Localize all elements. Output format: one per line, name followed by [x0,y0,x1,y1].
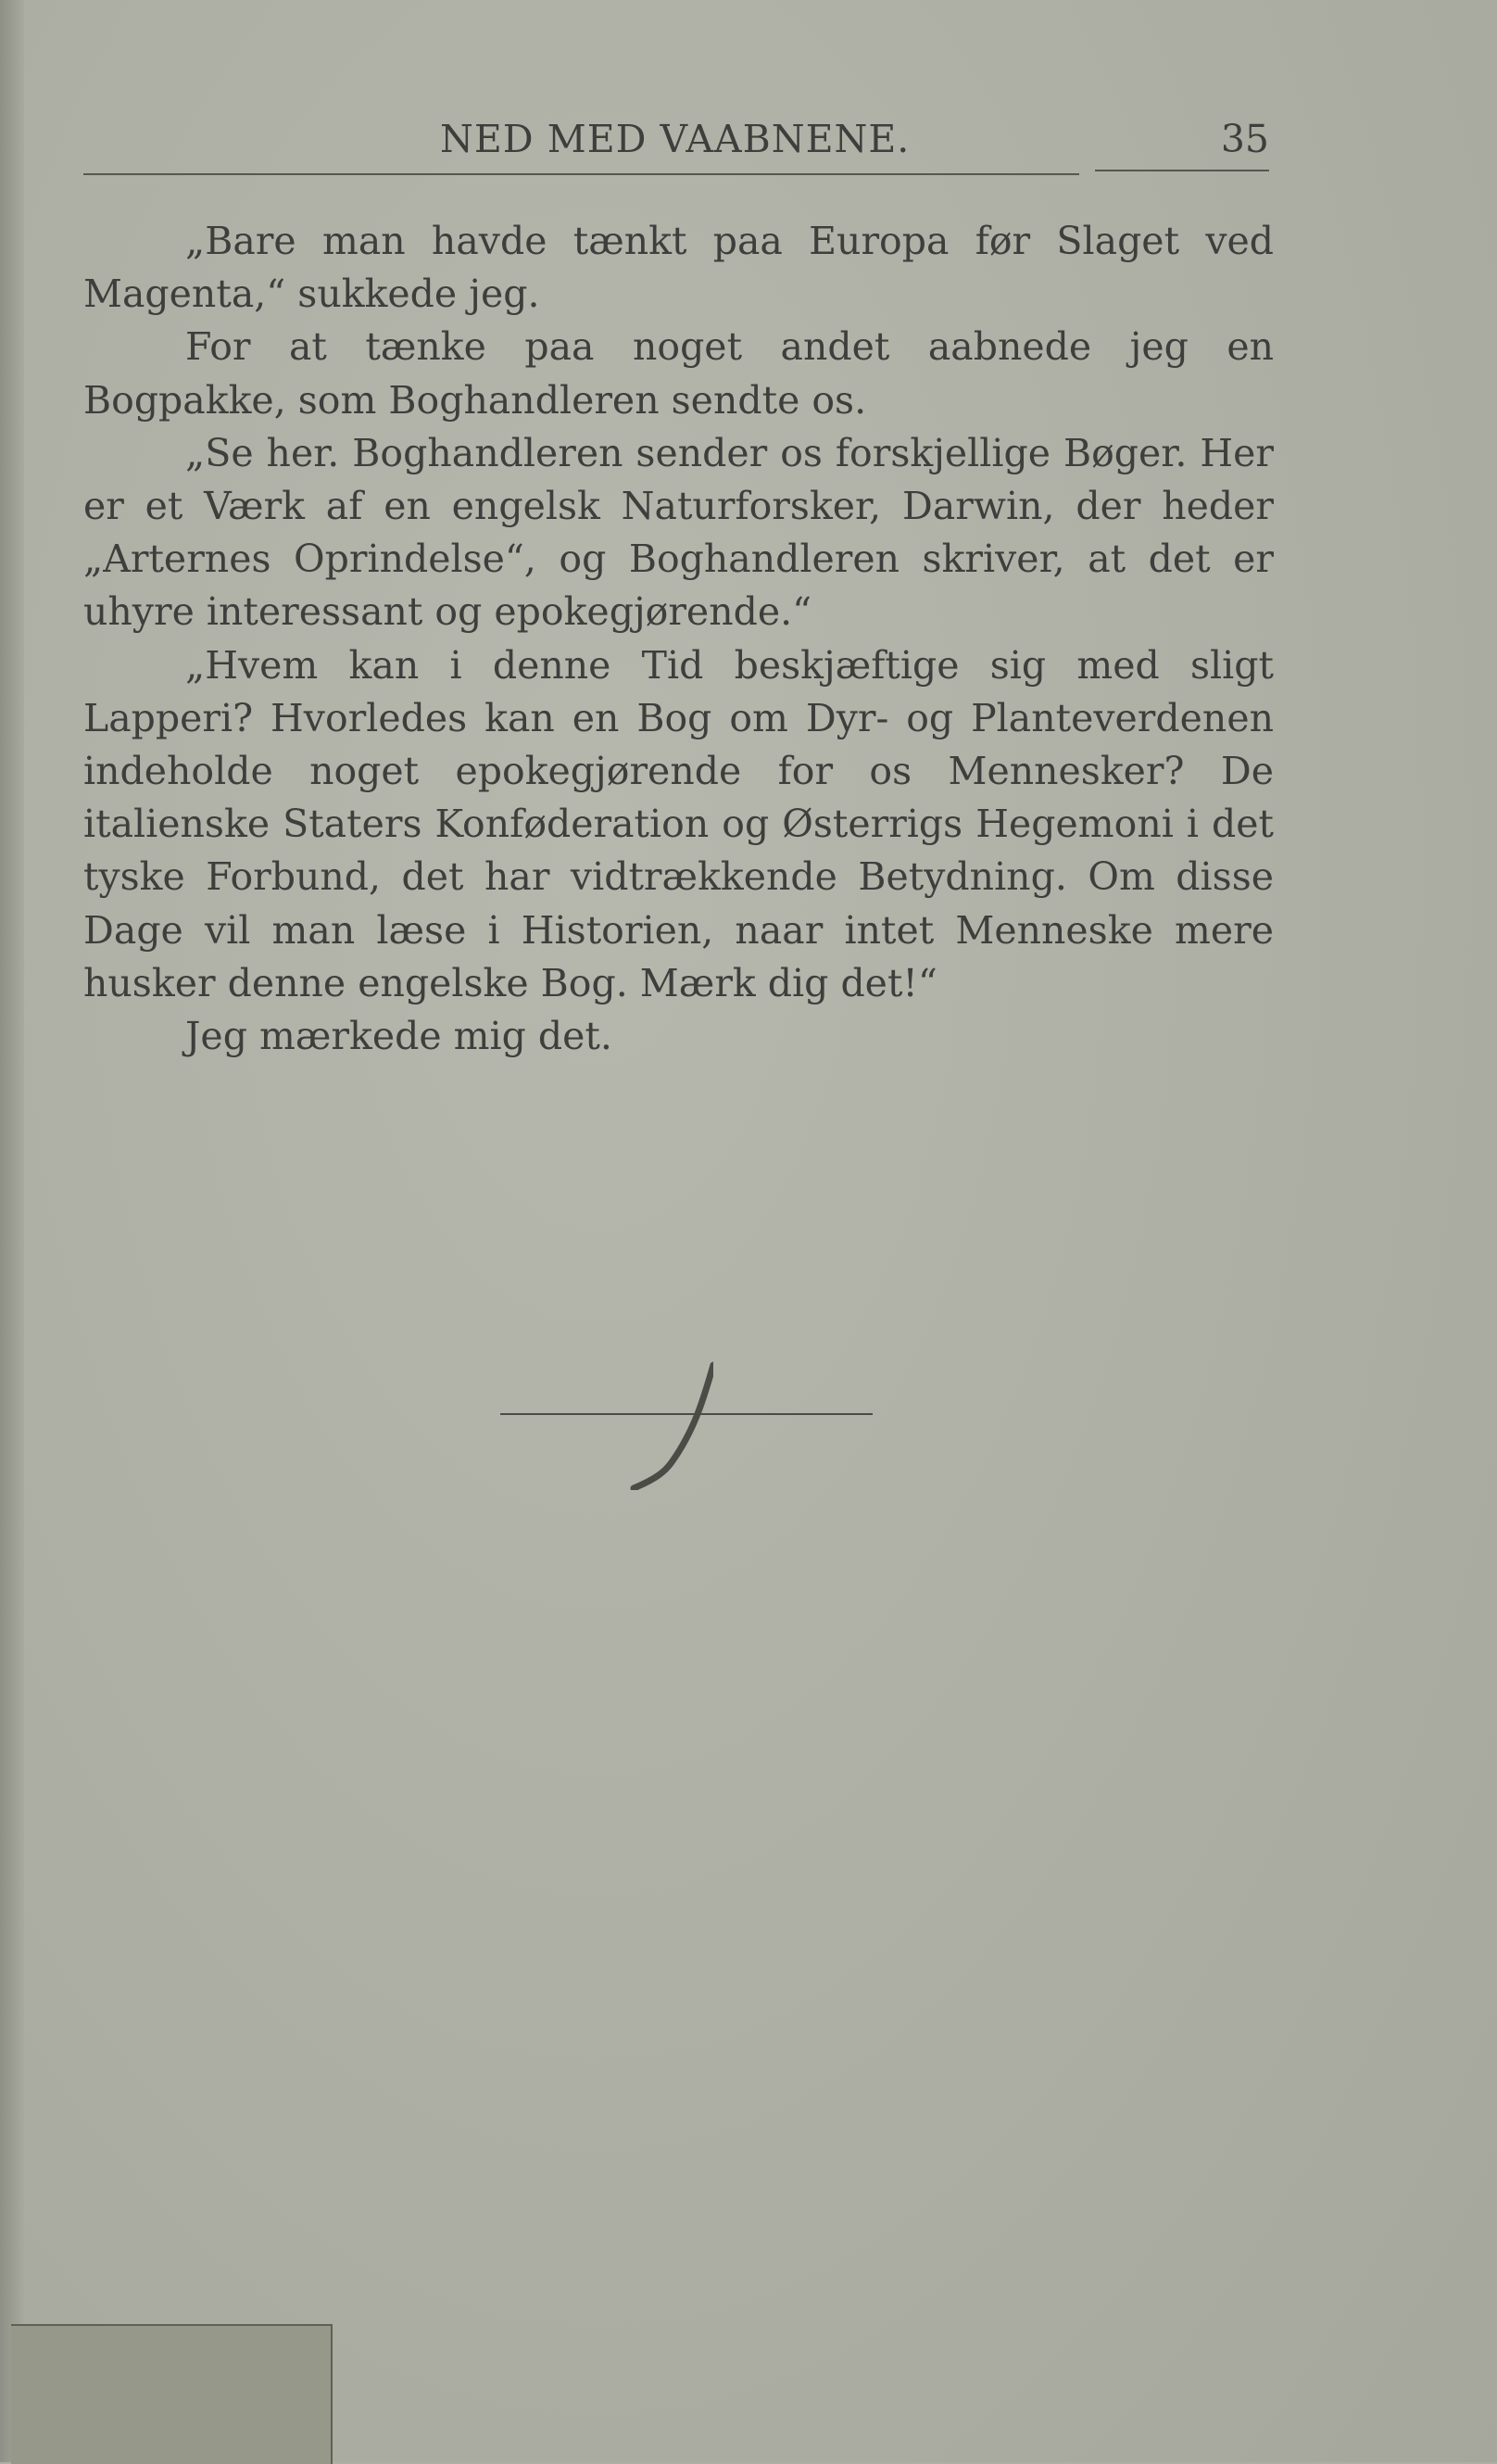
body-text [83,215,1274,1063]
page-header [83,109,1269,165]
header-rule-right [1095,170,1269,171]
paragraph: Jeg mærkede mig det. [185,1014,612,1059]
paragraph: „Hvem kan i denne Tid beskjæftige sig med sligt Lapperi? Hvorledes kan en Bog om Dyr- og Planteverdenen indeholde noget epokegjørende for os Mennesker? De italienske Staters Konføderation og Østerrigs Hegemoni i det tyske Forbund, det har vidtrækkende Betydning. Om disse Dage vil man læse i Historien, naar intet Menneske mere husker denne engelske Bog. Mærk dig det!“ [83,642,1274,1005]
end-rule [500,1413,873,1415]
paragraph: For at tænke paa noget andet aabnede jeg en Bogpakke, som Boghandleren sendte os. [83,324,1274,423]
page-number: 35 [1220,117,1269,161]
ink-stroke-mark [630,1360,713,1490]
header-rule-left [83,173,1079,175]
page-binding-edge [0,0,24,2462]
paragraph: „Se her. Boghandleren sender os forskjellige Bøger. Her er et Værk af en engelsk Naturforsker, Darwin, der heder „Arternes Oprindelse“, og Boghandleren skriver, at det er uhyre interessant og epokegjørende.“ [83,430,1274,635]
running-title: NED MED VAABNENE. [440,117,911,161]
paragraph: „Bare man havde tænkt paa Europa før Slaget ved Magenta,“ sukkede jeg. [83,219,1274,317]
library-label-patch [11,2324,333,2464]
